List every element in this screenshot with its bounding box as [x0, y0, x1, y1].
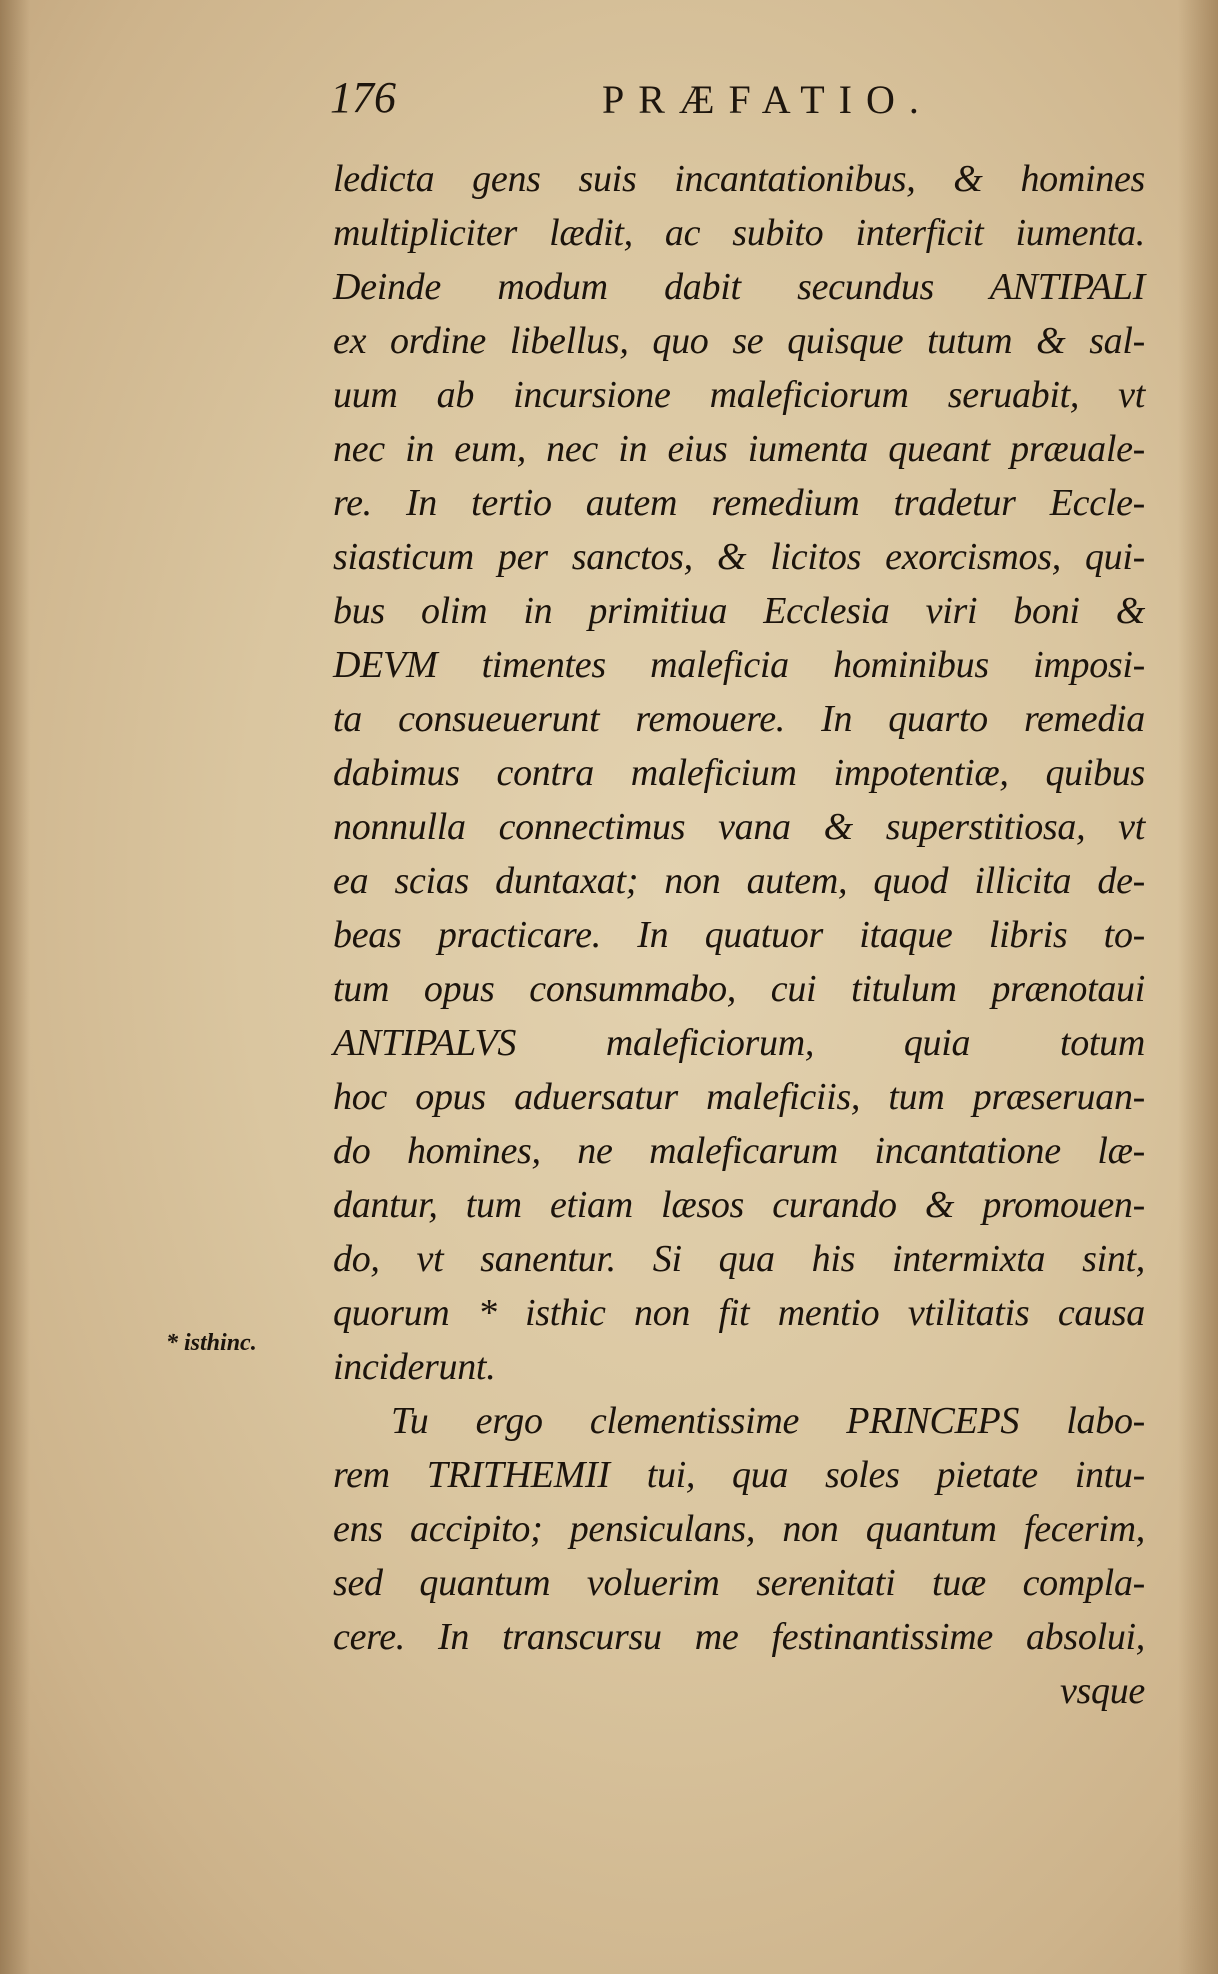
text-line: beas practicare. In quatuor itaque libris to- [333, 914, 1145, 956]
text-line: ea scias duntaxat; non autem, quod illicita de- [333, 860, 1145, 902]
text-line: dantur, tum etiam læsos curando & promouen- [333, 1184, 1145, 1226]
text-line: ens accipito; pensiculans, non quantum fecerim, [333, 1508, 1145, 1550]
text-line: sed quantum voluerim serenitati tuæ compla- [333, 1562, 1145, 1604]
text-line: re. In tertio autem remedium tradetur Eccle- [333, 482, 1145, 524]
text-line: dabimus contra maleficium impotentiæ, quibus [333, 752, 1145, 794]
margin-note: * isthinc. [166, 1330, 257, 1356]
page-edge-left [0, 0, 30, 1974]
text-line: do homines, ne maleficarum incantatione læ- [333, 1130, 1145, 1172]
text-line: ex ordine libellus, quo se quisque tutum & sal- [333, 320, 1145, 362]
page-number: 176 [330, 73, 396, 122]
body-text [333, 152, 1145, 1718]
text-line: multipliciter lædit, ac subito interficit iumenta. [333, 212, 1145, 254]
text-line: tum opus consummabo, cui titulum prænotaui [333, 968, 1145, 1010]
text-line: rem TRITHEMII tui, qua soles pietate intu- [333, 1454, 1145, 1496]
text-line: ta consueuerunt remouere. In quarto remedia [333, 698, 1145, 740]
page-edge-right [1178, 0, 1218, 1974]
text-line: ANTIPALVS maleficiorum, quia totum [333, 1022, 1145, 1064]
text-line: siasticum per sanctos, & licitos exorcismos, qui- [333, 536, 1145, 578]
text-line: Deinde modum dabit secundus ANTIPALI [333, 266, 1145, 308]
text-line: uum ab incursione maleficiorum seruabit, vt [333, 374, 1145, 416]
text-line: bus olim in primitiua Ecclesia viri boni & [333, 590, 1145, 632]
text-line: DEVM timentes maleficia hominibus imposi- [333, 644, 1145, 686]
text-line: do, vt sanentur. Si qua his intermixta sint, [333, 1238, 1145, 1280]
text-line: nonnulla connectimus vana & superstitiosa, vt [333, 806, 1145, 848]
text-line: Tu ergo clementissime PRINCEPS labo- [391, 1400, 1145, 1442]
page-header [330, 72, 1030, 124]
running-head: PRÆFATIO. [602, 77, 933, 122]
text-line: nec in eum, nec in eius iumenta queant præuale- [333, 428, 1145, 470]
text-line: quorum * isthic non fit mentio vtilitatis causa [333, 1292, 1145, 1334]
catchword: vsque [1059, 1670, 1145, 1712]
text-line: hoc opus aduersatur maleficiis, tum præseruan- [333, 1076, 1145, 1118]
text-line: cere. In transcursu me festinantissime absolui, [333, 1616, 1145, 1658]
text-line: inciderunt. [333, 1346, 496, 1388]
text-line: ledicta gens suis incantationibus, & homines [333, 158, 1145, 200]
